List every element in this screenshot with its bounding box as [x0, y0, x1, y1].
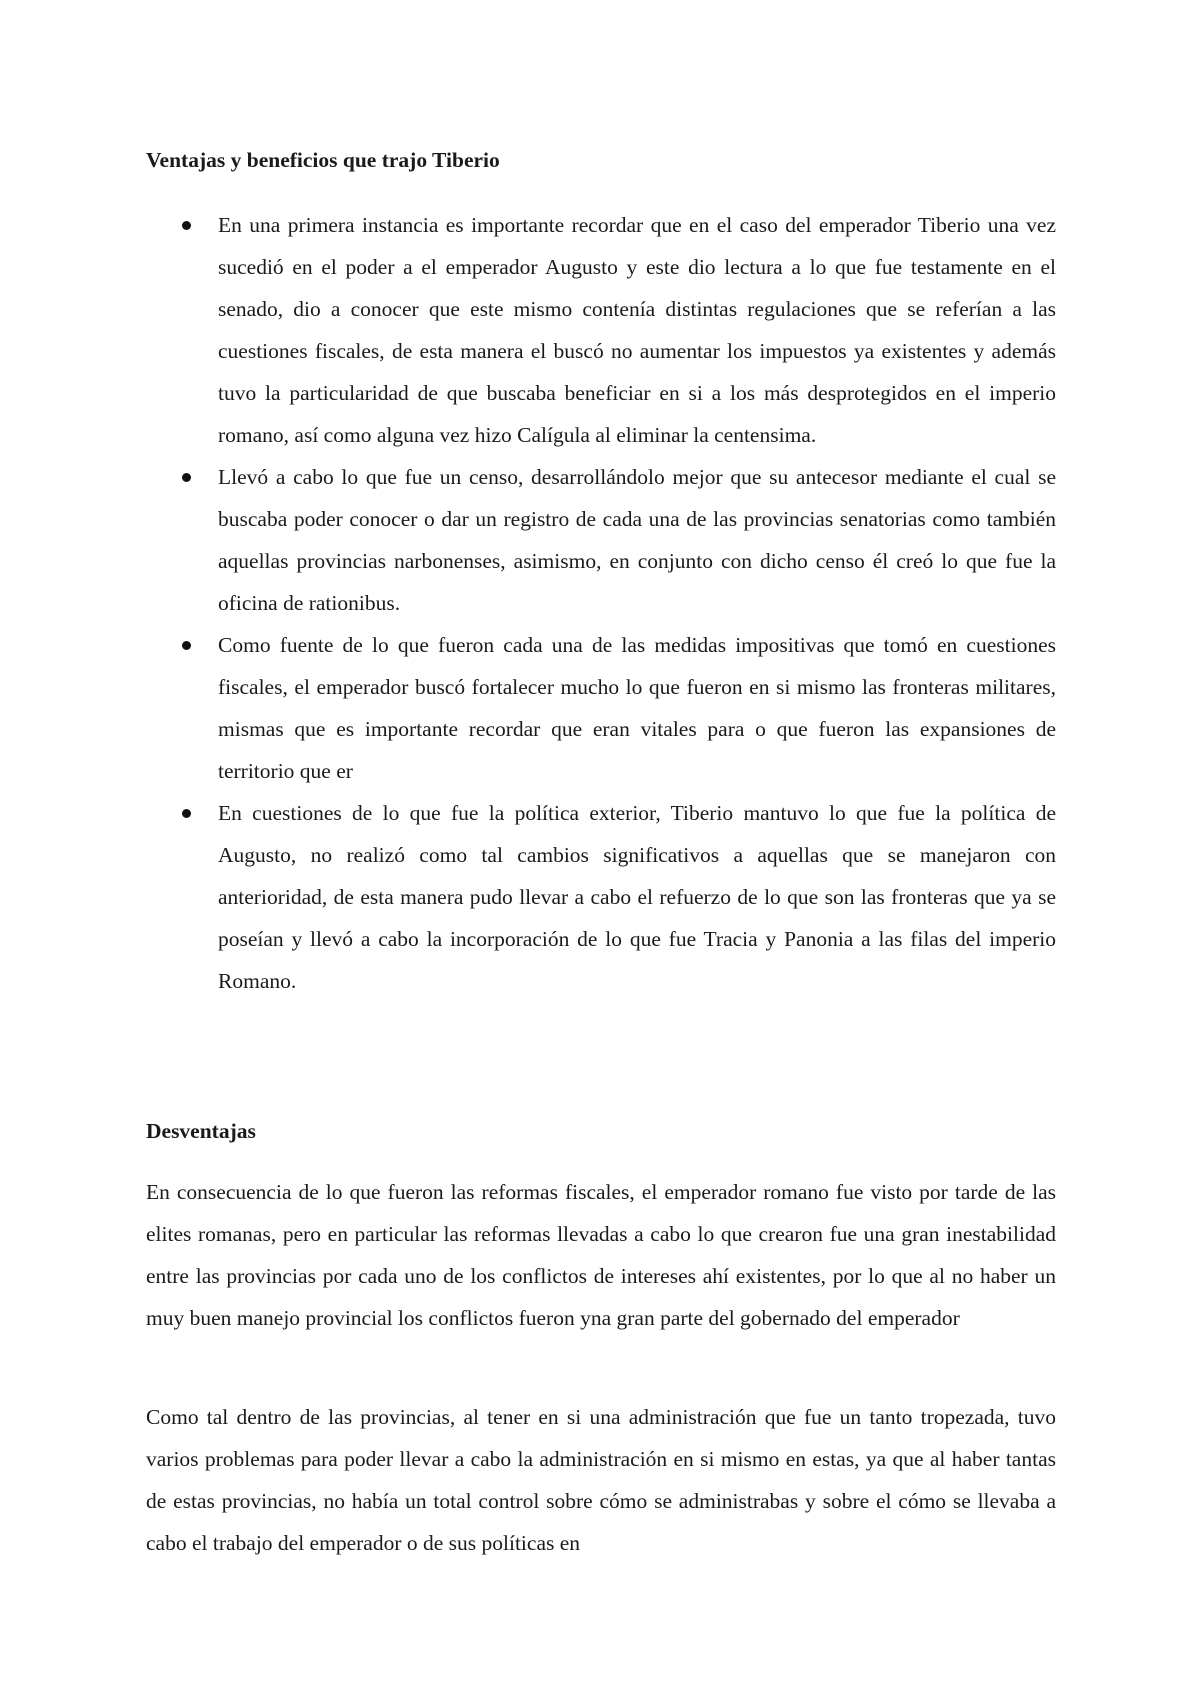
list-item-text: Llevó a cabo lo que fue un censo, desarrollándolo mejor que su antecesor mediante el cual se buscaba poder conocer o dar un registro de cada una de las provincias senatorias como también aquellas provincias narbonenses, asimismo, en conjunto con dicho censo él creó lo que fue la oficina de rationibus. [218, 465, 1056, 615]
list-item [218, 624, 1056, 792]
bullet-icon [182, 221, 191, 230]
list-item-text: En cuestiones de lo que fue la política exterior, Tiberio mantuvo lo que fue la política de Augusto, no realizó como tal cambios significativos a aquellas que se manejaron con anterioridad, de esta manera pudo llevar a cabo el refuerzo de lo que son las fronteras que ya se poseían y llevó a cabo la incorporación de lo que fue Tracia y Panonia a las filas del imperio Romano. [218, 801, 1056, 993]
bullet-icon [182, 809, 191, 818]
advantages-bullet-list [218, 204, 1056, 1002]
disadvantages-paragraph-1: En consecuencia de lo que fueron las reformas fiscales, el emperador romano fue visto por tarde de las elites romanas, pero en particular las reformas llevadas a cabo lo que crearon fue una gran inestabilidad entre las provincias por cada uno de los conflictos de intereses ahí existentes, por lo que al no haber un muy buen manejo provincial los conflictos fueron yna gran parte del gobernado del emperador [146, 1180, 1056, 1330]
section-heading-disadvantages: Desventajas [146, 1119, 256, 1143]
list-item [218, 204, 1056, 456]
list-item [218, 792, 1056, 1002]
list-item-text: Como fuente de lo que fueron cada una de las medidas impositivas que tomó en cuestiones fiscales, el emperador buscó fortalecer mucho lo que fueron en si mismo las fronteras militares, mismas que es importante recordar que eran vitales para o que fueron las expansiones de territorio que er [218, 633, 1056, 783]
list-item-text: En una primera instancia es importante recordar que en el caso del emperador Tiberio una vez sucedió en el poder a el emperador Augusto y este dio lectura a lo que fue testamente en el senado, dio a conocer que este mismo contenía distintas regulaciones que se referían a las cuestiones fiscales, de esta manera el buscó no aumentar los impuestos ya existentes y además tuvo la particularidad de que buscaba beneficiar en si a los más desprotegidos en el imperio romano, así como alguna vez hizo Calígula al eliminar la centensima. [218, 213, 1056, 447]
list-item [218, 456, 1056, 624]
bullet-icon [182, 641, 191, 650]
section-heading-advantages: Ventajas y beneficios que trajo Tiberio [146, 148, 500, 172]
bullet-icon [182, 473, 191, 482]
disadvantages-paragraph-2: Como tal dentro de las provincias, al tener en si una administración que fue un tanto tropezada, tuvo varios problemas para poder llevar a cabo la administración en si mismo en estas, ya que al haber tantas de estas provincias, no había un total control sobre cómo se administrabas y sobre el cómo se llevaba a cabo el trabajo del emperador o de sus políticas en [146, 1405, 1056, 1555]
